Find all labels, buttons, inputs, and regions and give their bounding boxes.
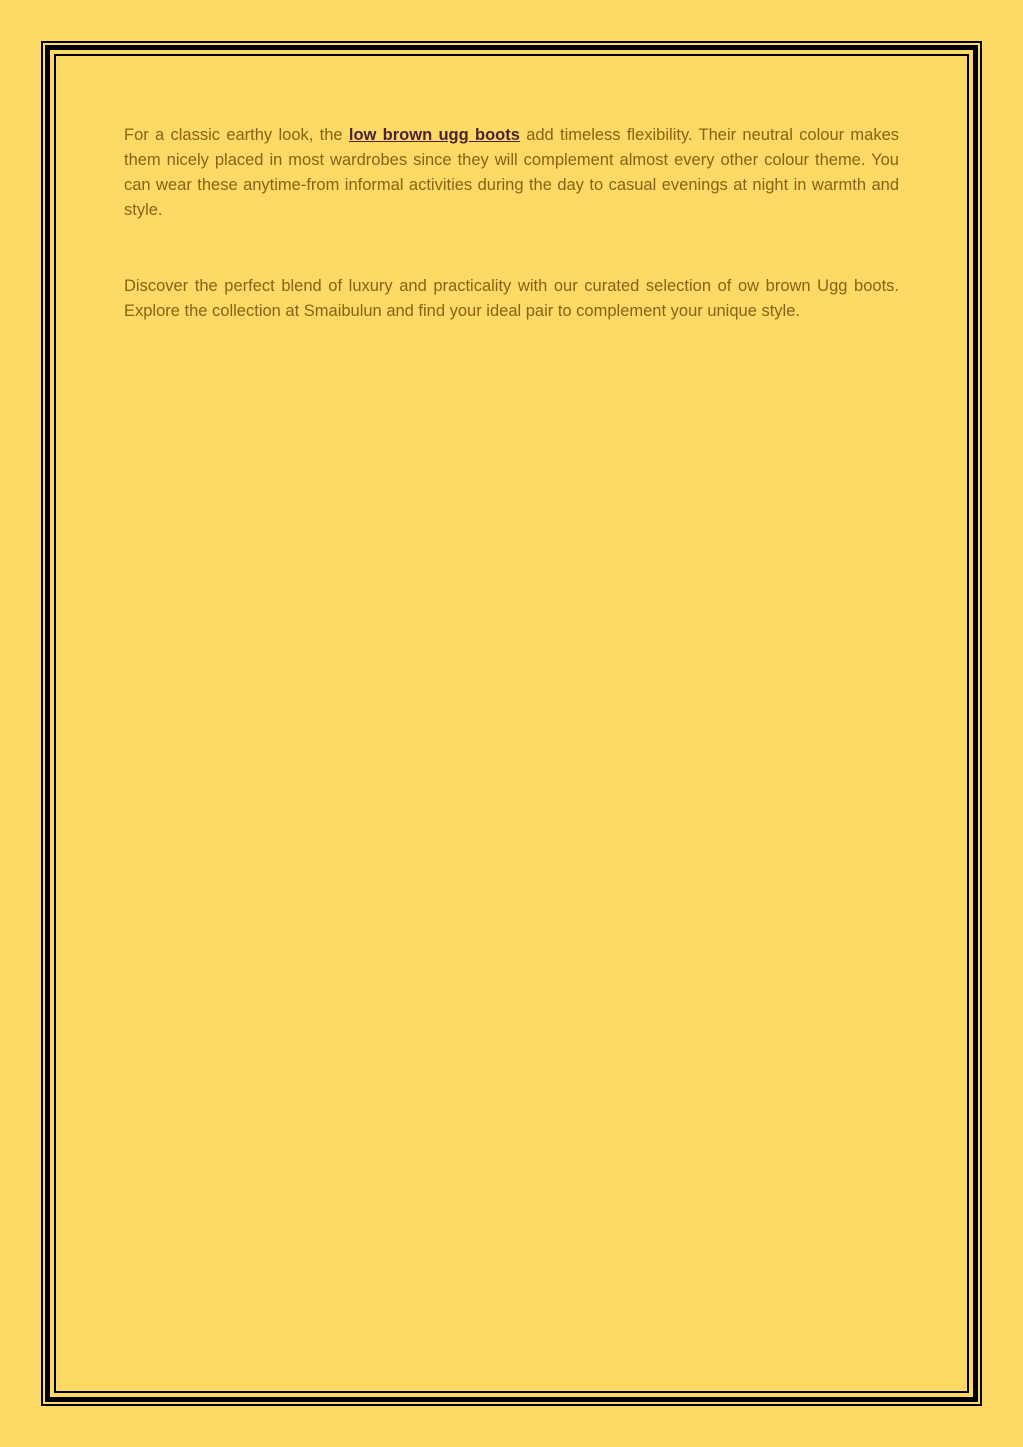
low-brown-ugg-boots-link[interactable]: low brown ugg boots xyxy=(348,126,520,144)
paragraph-intro-lead: For a classic earthy look, the xyxy=(124,126,349,144)
document-body xyxy=(124,123,899,324)
paragraph-closing: Discover the perfect blend of luxury and practicality with our curated selection of ow brown Ugg boots. Explore the collection at Smaibulun and find your ideal pair to complement your unique style. xyxy=(124,277,899,320)
paragraph-intro xyxy=(124,123,899,223)
paragraph-intro-rest: add timeless flexibility. Their neutral colour makes them nicely placed in most wardrobes since they will complement almost every other colour theme. You can wear these anytime-from informal activities during the day to casual evenings at night in warmth and style. xyxy=(124,126,900,219)
